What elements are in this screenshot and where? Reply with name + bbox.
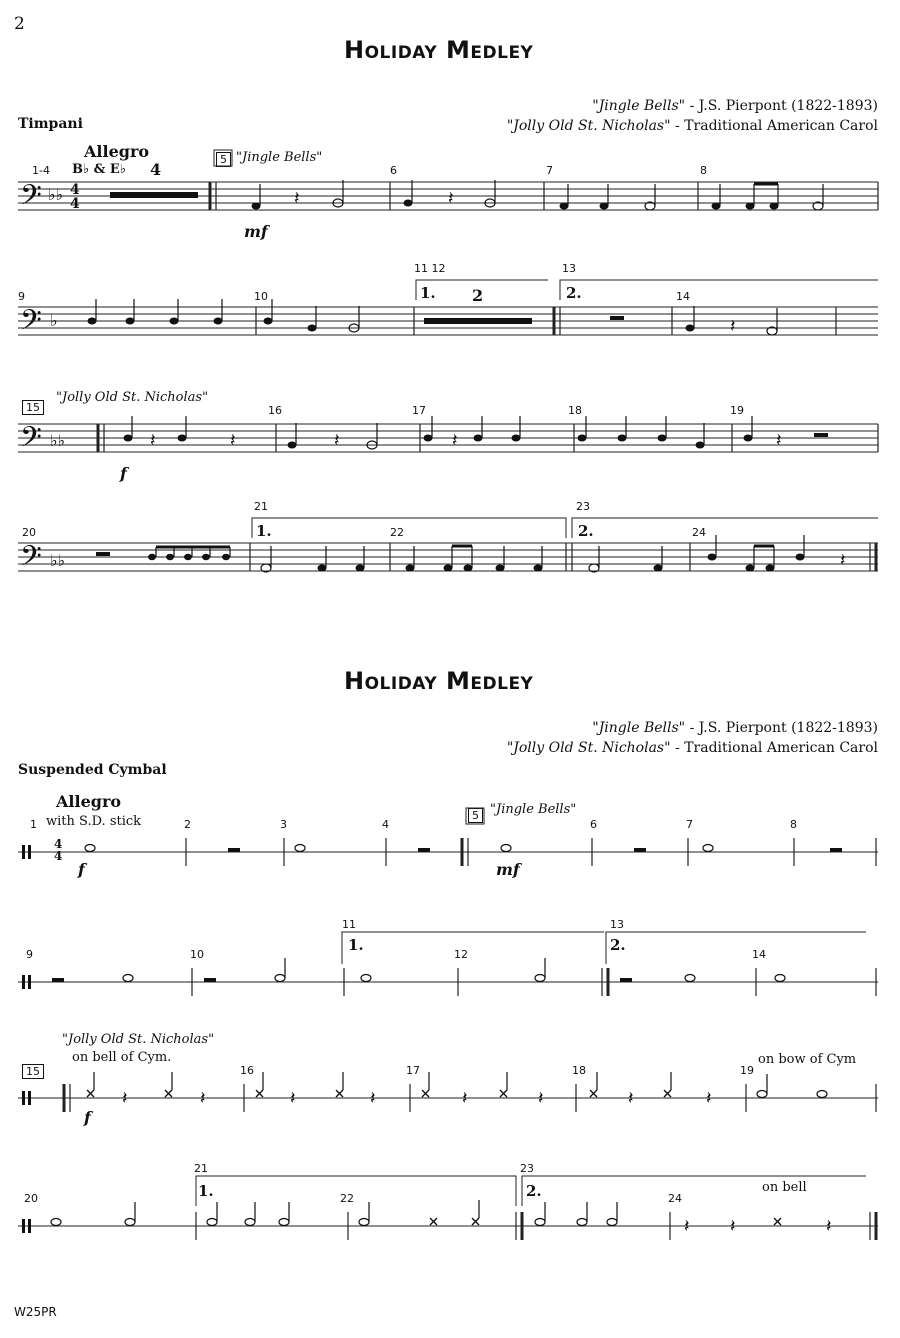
svg-text:𝄽: 𝄽 (334, 430, 340, 451)
tempo-marking: Allegro (84, 142, 150, 161)
section-title: Holiday Medley (344, 36, 534, 64)
measure-number: 1-4 (32, 164, 50, 177)
svg-text:𝄽: 𝄽 (776, 430, 782, 451)
bass-clef: 𝄢 (20, 540, 42, 580)
measure-number: 7 (546, 164, 553, 177)
measure-number: 12 (454, 948, 468, 961)
cymbal-half-rests (52, 848, 842, 982)
rehearsal-mark: 15 (22, 1064, 44, 1079)
svg-text:♭♭: ♭♭ (48, 185, 64, 204)
page-number: 2 (14, 14, 25, 34)
tuning-label: B♭ & E♭ (72, 162, 126, 177)
measure-number: 7 (686, 818, 693, 831)
stick-instruction: with S.D. stick (46, 814, 142, 829)
x-stems (94, 1072, 671, 1218)
multirest (110, 192, 198, 198)
svg-text:4: 4 (70, 196, 80, 212)
measure-number: 17 (406, 1064, 420, 1077)
svg-text:4: 4 (54, 837, 63, 851)
instrument-name: Timpani (18, 116, 83, 132)
measure-number: 16 (240, 1064, 254, 1077)
svg-text:𝄽: 𝄽 (684, 1216, 690, 1237)
notes-system-4 (148, 535, 805, 572)
svg-text:♭♭: ♭♭ (50, 431, 66, 450)
rehearsal-mark: 15 (22, 400, 44, 415)
bass-clef: 𝄢 (20, 421, 42, 461)
volta-2: 2. (610, 936, 626, 954)
svg-text:𝄽: 𝄽 (628, 1088, 634, 1109)
notes-system-2 (88, 299, 778, 335)
rehearsal-label: "Jingle Bells" (236, 150, 323, 165)
svg-text:𝄽: 𝄽 (538, 1088, 544, 1109)
rehearsal-mark: 5 (216, 152, 231, 167)
svg-text:𝄽: 𝄽 (730, 316, 736, 337)
svg-text:𝄽: 𝄽 (294, 188, 300, 209)
volta-1: 1. (420, 284, 436, 302)
measure-number: 9 (26, 948, 33, 961)
measure-number: 1 (30, 818, 37, 831)
measure-number: 2 (184, 818, 191, 831)
svg-text:♭: ♭ (50, 311, 58, 330)
credit-line-2: "Jolly Old St. Nicholas" - Traditional American Carol (506, 118, 878, 134)
measure-number: 17 (412, 404, 426, 417)
dynamic-marking: mf (496, 860, 520, 879)
timpani-staves (18, 150, 878, 571)
volta-2: 2. (526, 1182, 542, 1200)
cymbal-notes (51, 845, 827, 1226)
svg-text:𝄽: 𝄽 (200, 1088, 206, 1109)
measure-number: 10 (254, 290, 268, 303)
svg-text:𝄽: 𝄽 (452, 430, 458, 451)
section-title: Holiday Medley (344, 667, 534, 695)
measure-number: 22 (390, 526, 404, 539)
measure-number: 11 12 (414, 262, 446, 275)
notes-system-3 (124, 416, 753, 449)
svg-text:𝄽: 𝄽 (122, 1088, 128, 1109)
measure-number: 14 (676, 290, 690, 303)
bass-clef: 𝄢 (20, 304, 42, 344)
measure-number: 6 (590, 818, 597, 831)
measure-number: 9 (18, 290, 25, 303)
credit-line-1: "Jingle Bells" - J.S. Pierpont (1822-1893) (592, 98, 878, 114)
svg-text:𝄽: 𝄽 (150, 430, 156, 451)
barlines (98, 182, 878, 571)
measure-number: 8 (700, 164, 707, 177)
measure-number: 13 (562, 262, 576, 275)
cymbal-staves (18, 808, 878, 1240)
dynamic-marking: f (120, 464, 127, 483)
cymbal-rests (122, 1088, 832, 1237)
volta-2: 2. (578, 522, 594, 540)
credit-line-2: "Jolly Old St. Nicholas" - Traditional American Carol (506, 740, 878, 756)
rehearsal-label: "Jolly Old St. Nicholas" (62, 1032, 215, 1047)
volta-1: 1. (198, 1182, 214, 1200)
dynamic-marking: mf (244, 222, 268, 241)
measure-number: 18 (568, 404, 582, 417)
cymbal-symbols (22, 837, 842, 1237)
cymbal-barlines (64, 838, 876, 1240)
svg-text:4: 4 (54, 849, 63, 863)
credit-line-1: "Jingle Bells" - J.S. Pierpont (1822-1893) (592, 720, 878, 736)
half-rest (814, 433, 828, 437)
notes-system-1 (252, 180, 824, 210)
half-rest (610, 316, 624, 320)
onbell-instruction: on bell (762, 1180, 807, 1195)
rehearsal-mark: 5 (468, 808, 483, 823)
svg-text:4: 4 (70, 182, 80, 198)
measure-number: 20 (22, 526, 36, 539)
rehearsal-box (466, 808, 484, 824)
measure-number: 19 (730, 404, 744, 417)
svg-text:𝄽: 𝄽 (840, 550, 846, 571)
bass-clef: 𝄢 (20, 179, 42, 219)
svg-text:𝄽: 𝄽 (462, 1088, 468, 1109)
volta-2: 2. (566, 284, 582, 302)
multirest-count: 4 (150, 160, 162, 179)
half-rest (96, 552, 110, 556)
bow-instruction: on bow of Cym (758, 1052, 857, 1067)
rests (150, 188, 846, 571)
tempo-marking: Allegro (56, 792, 122, 811)
multirest-count: 2 (472, 286, 484, 305)
svg-text:𝄽: 𝄽 (370, 1088, 376, 1109)
rehearsal-label: "Jingle Bells" (490, 802, 577, 817)
measure-number: 21 (194, 1162, 208, 1175)
svg-text:𝄽: 𝄽 (230, 430, 236, 451)
measure-number: 23 (576, 500, 590, 513)
measure-number: 10 (190, 948, 204, 961)
measure-number: 16 (268, 404, 282, 417)
measure-number: 24 (668, 1192, 682, 1205)
dynamic-marking: f (78, 860, 85, 879)
cymbal-voltas (196, 932, 866, 1206)
volta-brackets (252, 280, 878, 538)
svg-text:𝄽: 𝄽 (730, 1216, 736, 1237)
x-noteheads (87, 1090, 781, 1225)
svg-text:𝄽: 𝄽 (706, 1088, 712, 1109)
rehearsal-label: "Jolly Old St. Nicholas" (56, 390, 209, 405)
measure-number: 22 (340, 1192, 354, 1205)
measure-number: 11 (342, 918, 356, 931)
measure-number: 8 (790, 818, 797, 831)
timpani-symbols (20, 179, 846, 580)
measure-number: 6 (390, 164, 397, 177)
perc-clefs (22, 845, 31, 1233)
volta-1: 1. (348, 936, 364, 954)
svg-text:𝄽: 𝄽 (290, 1088, 296, 1109)
measure-number: 21 (254, 500, 268, 513)
measure-number: 19 (740, 1064, 754, 1077)
measure-number: 18 (572, 1064, 586, 1077)
svg-text:♭♭: ♭♭ (50, 551, 66, 570)
measure-number: 20 (24, 1192, 38, 1205)
measure-number: 3 (280, 818, 287, 831)
measure-number: 13 (610, 918, 624, 931)
measure-number: 14 (752, 948, 766, 961)
volta-1: 1. (256, 522, 272, 540)
measure-number: 24 (692, 526, 706, 539)
multirest (424, 318, 532, 324)
svg-text:𝄽: 𝄽 (826, 1216, 832, 1237)
measure-number: 23 (520, 1162, 534, 1175)
rehearsal-box (214, 150, 232, 166)
instrument-name: Suspended Cymbal (18, 762, 167, 778)
footer-code: W25PR (14, 1305, 57, 1319)
dynamic-marking: f (84, 1108, 91, 1127)
svg-text:𝄽: 𝄽 (448, 188, 454, 209)
measure-number: 4 (382, 818, 389, 831)
bell-instruction: on bell of Cym. (72, 1050, 172, 1065)
